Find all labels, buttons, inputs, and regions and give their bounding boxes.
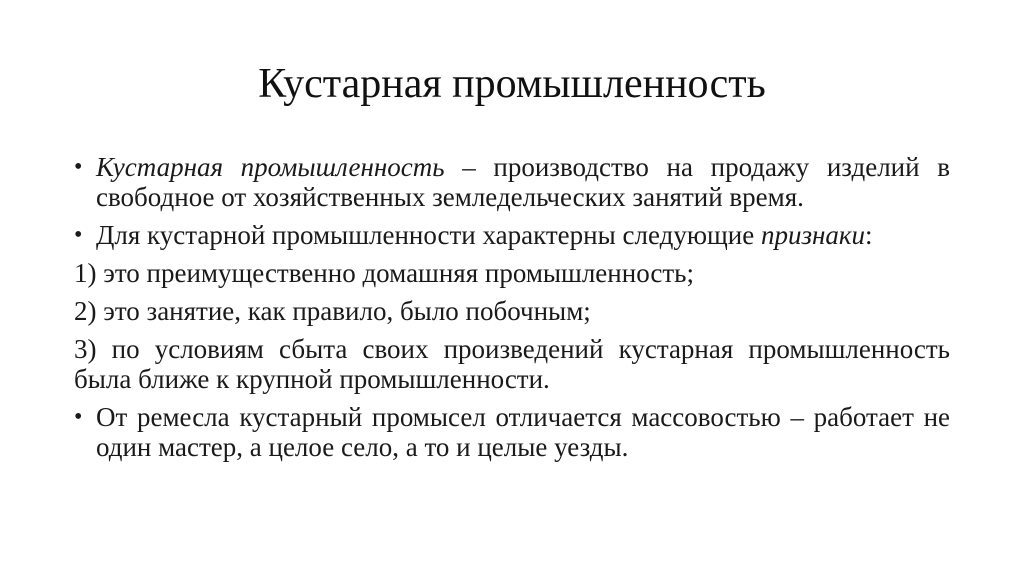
bullet-marker: • — [74, 154, 83, 180]
definition-text: – производство на продажу изделий в свободное от хозяйственных земледельческих занятий время. — [96, 152, 950, 212]
bullet-text — [96, 220, 950, 250]
numbered-item-2: 2) это занятие, как правило, было побочным; — [74, 296, 591, 326]
bullet-features — [74, 220, 950, 250]
term-italic: Кустарная промышленность — [96, 152, 445, 182]
bullet-marker: • — [74, 222, 83, 248]
slide-body — [74, 152, 950, 470]
numbered-item-1: 1) это преимущественно домашняя промышленность; — [74, 258, 694, 288]
bullet-definition — [74, 152, 950, 212]
term-italic: признаки — [760, 220, 866, 250]
bullet-text: От ремесла кустарный промысел отличается массовостью – работает не один мастер, а целое село, а то и целые уезды. — [96, 402, 950, 462]
bullet-marker: • — [74, 404, 83, 430]
features-colon: : — [865, 220, 873, 250]
numbered-item-3: 3) по условиям сбыта своих произведений кустарная промышленность была ближе к крупной промышленности. — [74, 334, 950, 394]
bullet-mass-production — [74, 402, 950, 462]
features-text: Для кустарной промышленности характерны следующие — [96, 220, 761, 250]
slide-title: Кустарная промышленность — [258, 61, 766, 107]
bullet-text — [96, 152, 950, 212]
